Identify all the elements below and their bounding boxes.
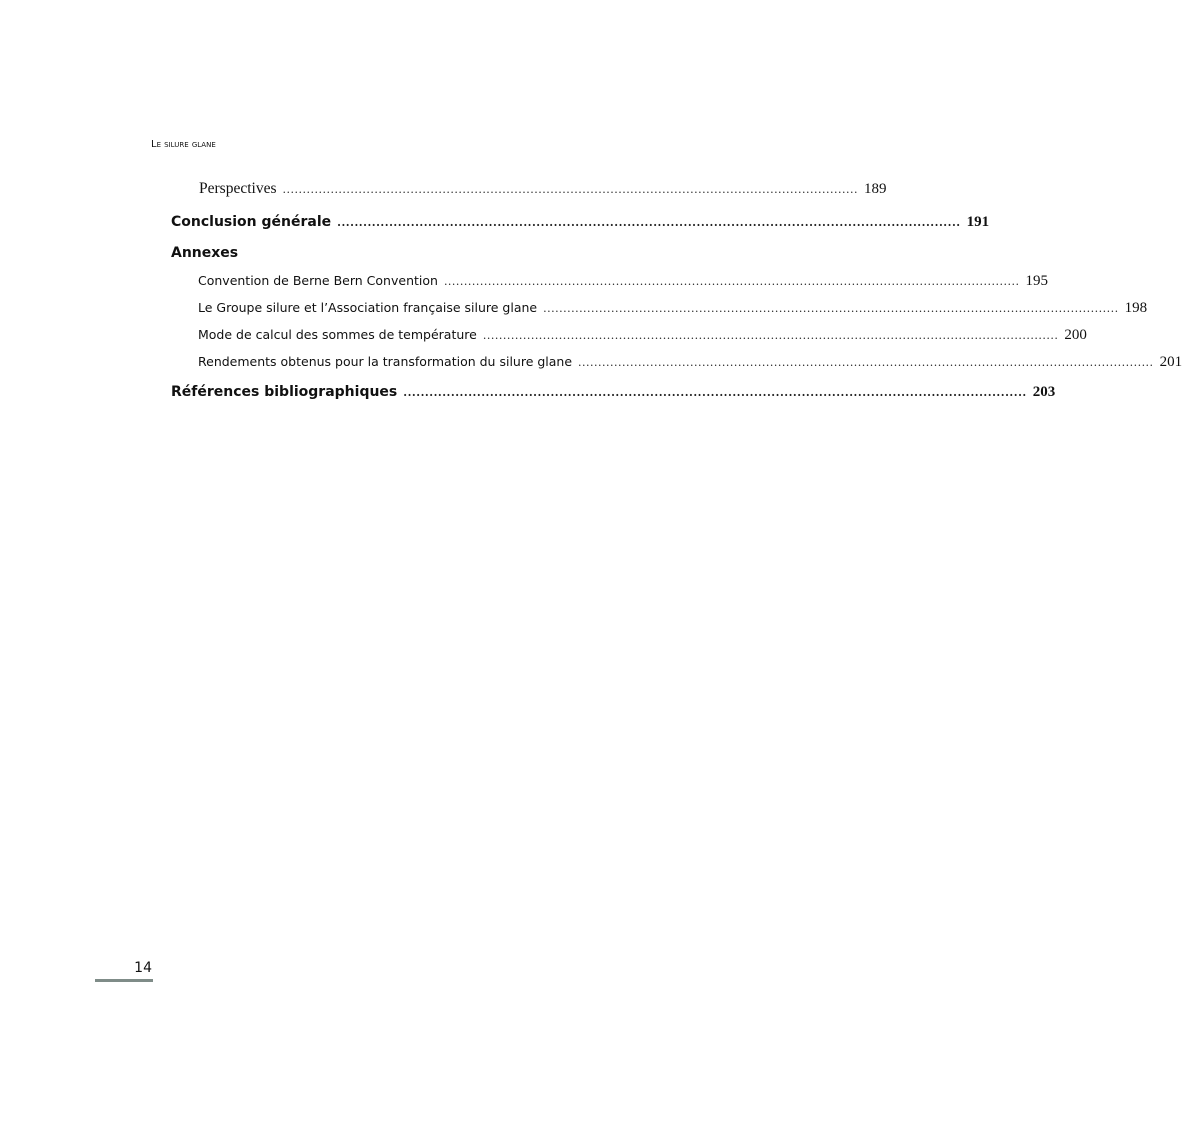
toc-page-number: 203 bbox=[1032, 384, 1056, 400]
toc-page-number: 195 bbox=[1025, 273, 1048, 289]
toc-page-number: 198 bbox=[1124, 300, 1148, 316]
toc-entry-title: Conclusion générale bbox=[171, 214, 332, 230]
toc-entry-annexe-2[interactable] bbox=[198, 300, 1148, 317]
toc-entry-title: Convention de Berne Bern Convention bbox=[198, 273, 438, 288]
toc-page-number: 189 bbox=[864, 181, 887, 197]
toc-section-annexes: Annexes bbox=[171, 245, 239, 261]
toc-page-number: 201 bbox=[1159, 354, 1182, 370]
footer-rule bbox=[95, 979, 153, 982]
toc-entry-title: Le Groupe silure et l’Association française silure glane bbox=[198, 300, 538, 315]
toc-entry-annexe-4[interactable] bbox=[198, 354, 1182, 371]
dot-leader: ................................................................................................................................................ bbox=[543, 302, 1119, 315]
toc-page-number: 191 bbox=[966, 214, 990, 230]
toc-entry-conclusion[interactable] bbox=[171, 214, 990, 231]
toc-entry-perspectives[interactable] bbox=[199, 180, 887, 198]
toc-entry-title: Références bibliographiques bbox=[171, 384, 398, 400]
dot-leader: ................................................................................................................................................ bbox=[443, 275, 1020, 288]
toc-entry-references[interactable] bbox=[171, 384, 1056, 401]
folio-page-number: 14 bbox=[134, 960, 152, 976]
toc-entry-annexe-1[interactable] bbox=[198, 273, 1048, 290]
toc-entry-title: Rendements obtenus pour la transformation du silure glane bbox=[198, 354, 573, 369]
dot-leader: ................................................................................................................................................ bbox=[337, 216, 961, 229]
dot-leader: ................................................................................................................................................ bbox=[403, 386, 1027, 399]
toc-entry-annexe-3[interactable] bbox=[198, 327, 1087, 344]
dot-leader: ................................................................................................................................................ bbox=[482, 329, 1059, 342]
running-head: Le silure glane bbox=[151, 139, 216, 150]
toc-page-number: 200 bbox=[1064, 327, 1087, 343]
dot-leader: ................................................................................................................................................ bbox=[282, 183, 858, 196]
toc-entry-title: Perspectives bbox=[199, 180, 277, 197]
dot-leader: ................................................................................................................................................ bbox=[578, 356, 1154, 369]
toc-entry-title: Mode de calcul des sommes de température bbox=[198, 327, 477, 342]
